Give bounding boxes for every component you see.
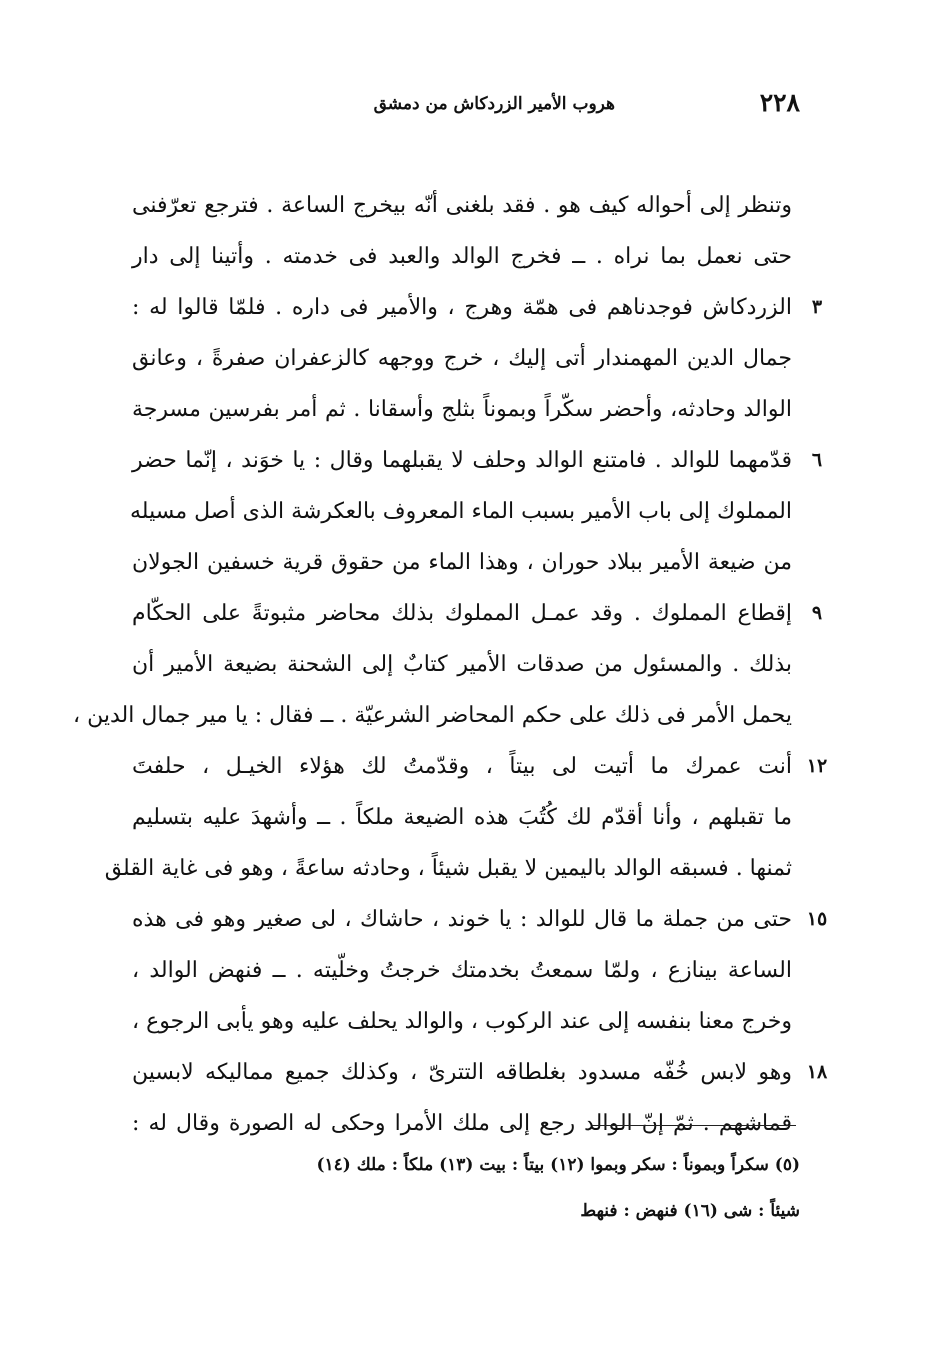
- line-text: حتى نعمل بما نراه . ــ فخرج الوالد والعبد فى خدمته . وأتينا إلى دار: [132, 244, 792, 269]
- line-text: الساعة بينازع ، ولمّا سمعتُ بخدمتك خرجتُ وخلّيته . ــ فنهض الوالد ،: [132, 958, 792, 983]
- page-number: ٢٢٨: [759, 88, 800, 117]
- text-line: [132, 282, 823, 333]
- line-text: المملوك إلى باب الأمير بسبب الماء المعروف بالعكرشة الذى أصل مسيله: [130, 499, 792, 524]
- running-title: هروب الأمير الزردكاش من دمشق: [373, 94, 615, 114]
- text-line: [104, 843, 792, 894]
- line-text: قماشهم . ثمّ إنّ الوالد رجع إلى ملك الأمرا وحكى له الصورة وقال له :: [132, 1111, 792, 1136]
- line-text: إقطاع المملوك . وقد عمـل المملوك بذلك محاضر مثبوتةً على الحكّام: [132, 601, 792, 626]
- footnote-divider: [592, 1125, 796, 1126]
- text-line: [132, 486, 792, 537]
- text-line: [132, 1098, 792, 1149]
- line-text: بذلك . والمسئول من صدقات الأمير كتابٌ إلى الشحنة بضيعة الأمير أن: [132, 652, 792, 677]
- line-text: وهو لابس خُفّه مسدود بغلطاقه التترىّ ، وكذلك جميع مماليكه لابسين: [132, 1060, 792, 1085]
- line-number: ١٨: [806, 1061, 828, 1083]
- footnote-line: (٥) سكراً وبموناً : سكر وبموا (١٢) بيتاً : بيت (١٣) ملكاً : ملك (١٤): [316, 1155, 800, 1175]
- text-line: [132, 639, 792, 690]
- line-number: ١٥: [806, 908, 828, 930]
- text-line: [132, 792, 792, 843]
- line-number: ١٢: [806, 755, 828, 777]
- line-number: ٦: [811, 449, 823, 471]
- text-line: [132, 894, 828, 945]
- page-header: [300, 88, 800, 128]
- line-text: ما تقبلهم ، وأنا أقدّم لك كُتُبَ هذه الضيعة ملكاً . ــ وأشهدَ عليه بتسليم: [132, 805, 792, 830]
- text-line: [132, 945, 792, 996]
- line-text: قدّمهما للوالد . فامتنع الوالد وحلف لا يقبلهما وقال : يا خوَند ، إنّما حضر: [132, 448, 792, 473]
- text-line: [132, 996, 792, 1047]
- line-text: حتى من جملة ما قال للوالد : يا خوند ، حاشاك ، لى صغير وهو فى هذه: [132, 907, 792, 932]
- line-text: أنت عمرك ما أتيت لى بيتاً ، وقدّمتُ لك هؤلاء الخيـل ، حلفتَ: [132, 754, 792, 779]
- line-text: ثمنها . فسبقه الوالد باليمين لا يقبل شيئاً ، وحادثه ساعةً ، وهو فى غاية القلق: [104, 856, 792, 881]
- text-line: [132, 741, 828, 792]
- text-line: [132, 1047, 828, 1098]
- text-line: [132, 333, 792, 384]
- text-line: [73, 690, 792, 741]
- line-text: الوالد وحادثه، وأحضر سكّراً وبموناً بثلج وأسقانا . ثم أمر بفرسين مسرجة: [132, 397, 792, 422]
- line-text: يحمل الأمر فى ذلك على حكم المحاضر الشرعيّة . ــ فقال : يا مير جمال الدين ،: [73, 703, 792, 728]
- text-line: [132, 384, 792, 435]
- line-text: من ضيعة الأمير ببلاد حوران ، وهذا الماء من حقوق قرية خسفين الجولان: [132, 550, 792, 575]
- body-text: [73, 180, 828, 1149]
- line-text: وخرج معنا بنفسه إلى عند الركوب ، والوالد يحلف عليه وهو يأبى الرجوع ،: [132, 1009, 792, 1034]
- text-line: [132, 180, 792, 231]
- footnote-line: شيئاً : شى (١٦) فنهض : فنهط: [580, 1201, 800, 1221]
- line-number: ٩: [811, 602, 823, 624]
- line-number: ٣: [811, 296, 823, 318]
- line-text: وتنظر إلى أحواله كيف هو . فقد بلغنى أنّه بيخرج الساعة . فترجع تعرّفنى: [132, 193, 792, 218]
- text-line: [132, 435, 823, 486]
- line-text: جمال الدين المهمندار أتى إليك ، خرج ووجهه كالزعفران صفرةً ، وعانق: [132, 346, 792, 371]
- text-line: [132, 231, 792, 282]
- line-text: الزردكاش فوجدناهم فى همّة وهرج ، والأمير فى داره . فلمّا قالوا له :: [132, 295, 792, 320]
- text-line: [132, 588, 823, 639]
- text-line: [132, 537, 792, 588]
- footnotes: [140, 1145, 800, 1237]
